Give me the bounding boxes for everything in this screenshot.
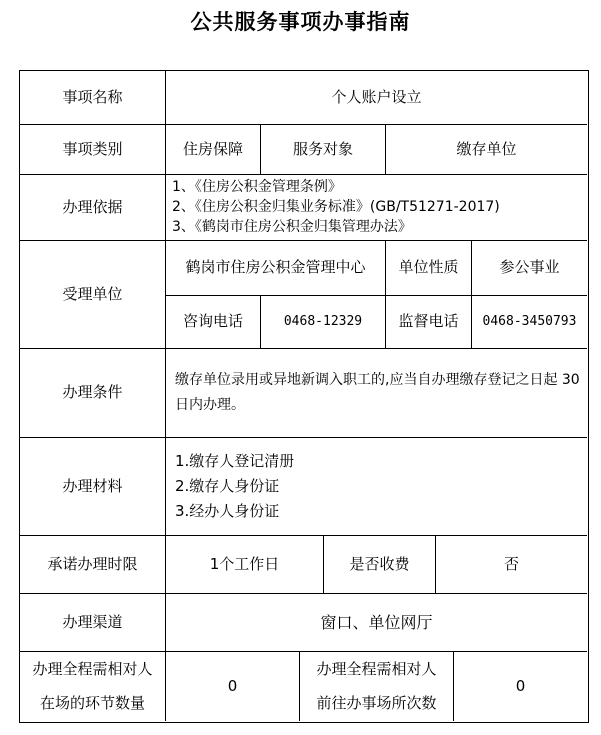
supervise-phone-label: 监督电话: [398, 312, 459, 330]
visits-value: 0: [515, 676, 526, 695]
target-value: 缴存单位: [456, 139, 517, 158]
consult-phone-label: 咨询电话: [182, 312, 243, 330]
visits-label: [300, 651, 453, 721]
onsite-steps-label-line: 在场的环节数量: [39, 694, 145, 712]
visits-label-line: 办理全程需相对人: [316, 660, 437, 678]
material-item: 1.缴存人登记清册: [175, 451, 295, 470]
onsite-steps-label: [20, 651, 165, 721]
basis-item: 2、《住房公积金归集业务标准》(GB/T51271-2017): [172, 199, 500, 215]
material-item: 3.经办人身份证: [175, 501, 280, 520]
fee-label: 是否收费: [349, 554, 410, 573]
conditions-text: 缴存单位录用或异地新调入职工的,应当自办理缴存登记之日起 30 日内办理。: [175, 371, 580, 413]
guide-table: [19, 70, 589, 723]
category-label: 事项类别: [62, 139, 123, 158]
supervise-phone-value: 0468-3450793: [482, 314, 577, 329]
unit-label: 受理单位: [62, 284, 123, 303]
channel-value: 窗口、单位网厅: [320, 612, 433, 632]
basis-item: 3、《鹤岗市住房公积金归集管理办法》: [172, 219, 412, 235]
fee-value: 否: [503, 554, 519, 573]
materials-list: [166, 437, 587, 535]
name-value: 个人账户设立: [331, 88, 422, 106]
page-title: 公共服务事项办事指南: [190, 9, 411, 34]
onsite-steps-value: 0: [227, 676, 238, 695]
material-item: 2.缴存人身份证: [175, 476, 280, 495]
time-limit-label: 承诺办理时限: [47, 554, 138, 573]
consult-phone-value: 0468-12329: [283, 314, 363, 329]
basis-label: 办理依据: [62, 197, 123, 216]
channel-label: 办理渠道: [62, 612, 123, 631]
time-limit-value: 1个工作日: [209, 554, 280, 573]
name-label: 事项名称: [62, 88, 123, 106]
unit-nature-label: 单位性质: [398, 258, 459, 276]
target-label: 服务对象: [292, 139, 353, 158]
conditions-label: 办理条件: [62, 383, 123, 401]
visits-label-line: 前往办事场所次数: [316, 694, 437, 712]
unit-org: 鹤岗市住房公积金管理中心: [185, 258, 366, 276]
materials-label: 办理材料: [62, 476, 123, 495]
category-value: 住房保障: [182, 139, 243, 158]
basis-item: 1、《住房公积金管理条例》: [172, 179, 342, 195]
unit-nature-value: 参公事业: [499, 258, 560, 276]
onsite-steps-label-line: 办理全程需相对人: [32, 660, 153, 678]
basis-list: [166, 174, 587, 240]
